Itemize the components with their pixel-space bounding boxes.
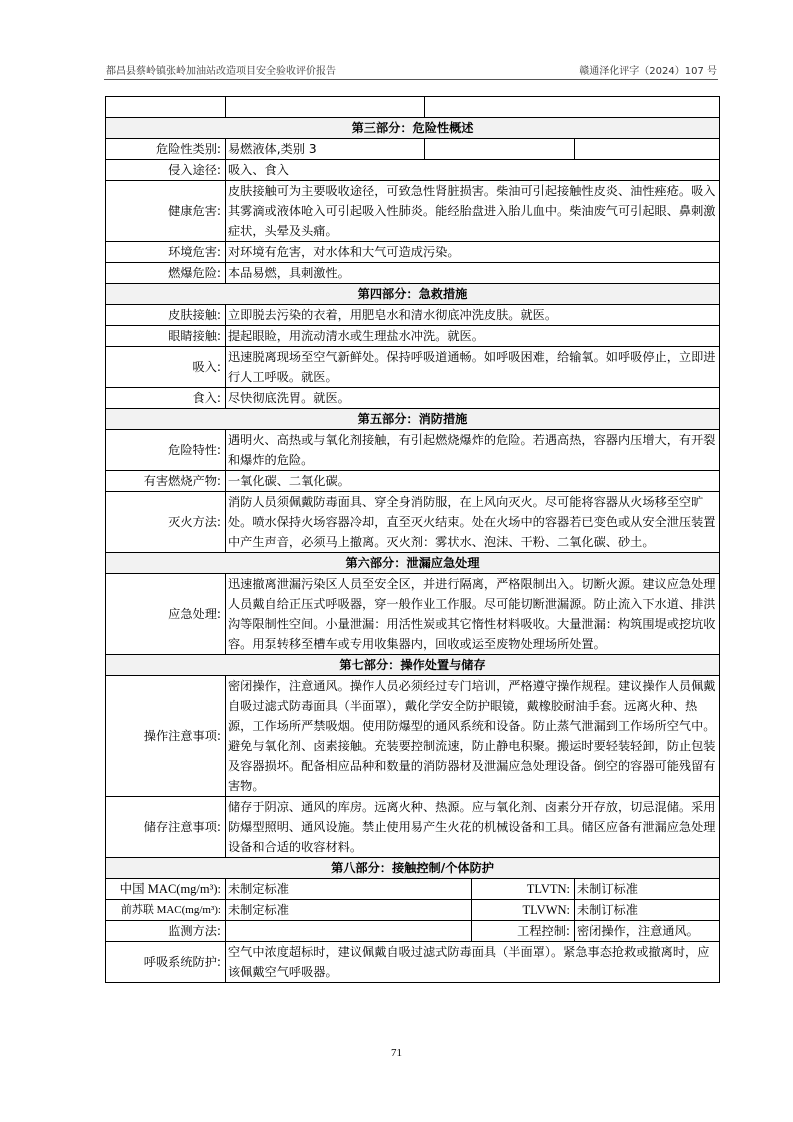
- tlvwn-label: TLVWN:: [472, 900, 575, 921]
- page-number: 71: [391, 1047, 402, 1059]
- table-row-mac-su: [106, 900, 720, 921]
- section-title: 第八部分：接触控制/个体防护: [106, 858, 720, 879]
- section-3-title-row: [106, 118, 720, 139]
- storage-label: 储存注意事项:: [106, 797, 226, 858]
- table-row-mac-cn: [106, 879, 720, 900]
- table-row-ingest: [106, 388, 720, 409]
- engineering-value: 密闭操作，注意通风。: [575, 921, 720, 942]
- tlvtn-label: TLVTN:: [472, 879, 575, 900]
- products-value: 一氧化碳、二氧化碳。: [226, 471, 720, 492]
- monitor-value: [226, 921, 472, 942]
- inhale-label: 吸入:: [106, 347, 226, 388]
- section-8-title-row: [106, 858, 720, 879]
- section-4-title-row: [106, 284, 720, 305]
- table-row-hazard-class: [106, 139, 720, 160]
- inhale-value: 迅速脱离现场至空气新鲜处。保持呼吸道通畅。如呼吸困难，给输氧。如呼吸停止，立即进行人工呼吸。就医。: [226, 347, 720, 388]
- table-row-products: [106, 471, 720, 492]
- table-row-operation: [106, 676, 720, 797]
- section-title: 第四部分：急救措施: [106, 284, 720, 305]
- table-row-storage: [106, 797, 720, 858]
- fire-label: 燃爆危险:: [106, 263, 226, 284]
- section-5-title-row: [106, 409, 720, 430]
- storage-value: 储存于阴凉、通风的库房。远离火种、热源。应与氧化剂、卤素分开存放，切忌混储。采用防爆型照明、通风设施。禁止使用易产生火花的机械设备和工具。储区应备有泄漏应急处理设备和合适的收容材料。: [226, 797, 720, 858]
- section-title: 第三部分：危险性概述: [106, 118, 720, 139]
- method-value: 消防人员须佩戴防毒面具、穿全身消防服，在上风向灭火。尽可能将容器从火场移至空旷处。喷水保持火场容器冷却，直至灭火结束。处在火场中的容器若已变色或从安全泄压装置中产生声音，必须马上撤离。灭火剂：雾状水、泡沫、干粉、二氧化碳、砂土。: [226, 492, 720, 553]
- section-6-title-row: [106, 553, 720, 574]
- table-row-health: [106, 181, 720, 242]
- eye-value: 提起眼睑，用流动清水或生理盐水冲洗。就医。: [226, 326, 720, 347]
- skin-label: 皮肤接触:: [106, 305, 226, 326]
- header-divider: [104, 79, 718, 80]
- eye-label: 眼睛接触:: [106, 326, 226, 347]
- section-title: 第六部分：泄漏应急处理: [106, 553, 720, 574]
- health-label: 健康危害:: [106, 181, 226, 242]
- fire-value: 本品易燃，具刺激性。: [226, 263, 720, 284]
- env-label: 环境危害:: [106, 242, 226, 263]
- route-label: 侵入途径:: [106, 160, 226, 181]
- table-row-danger: [106, 430, 720, 471]
- method-label: 灭火方法:: [106, 492, 226, 553]
- respiratory-value: 空气中浓度超标时，建议佩戴自吸过滤式防毒面具（半面罩）。紧急事态抢救或撤离时，应该佩戴空气呼吸器。: [226, 942, 720, 983]
- table-row-route: [106, 160, 720, 181]
- table-row-monitor: [106, 921, 720, 942]
- emergency-value: 迅速撤离泄漏污染区人员至安全区，并进行隔离，严格限制出入。切断火源。建议应急处理人员戴自给正压式呼吸器，穿一般作业工作服。尽可能切断泄漏源。防止流入下水道、排洪沟等限制性空间。小量泄漏：用活性炭或其它惰性材料吸收。大量泄漏：构筑围堤或挖坑收容。用泵转移至槽车或专用收集器内，回收或运至废物处理场所处置。: [226, 574, 720, 655]
- table-row-eye: [106, 326, 720, 347]
- tlvwn-value: 未制订标准: [575, 900, 720, 921]
- monitor-label: 监测方法:: [106, 921, 226, 942]
- table-row-inhale: [106, 347, 720, 388]
- table-row-skin: [106, 305, 720, 326]
- table-row-empty: [106, 97, 720, 118]
- mac-cn-value: 未制定标准: [226, 879, 472, 900]
- mac-su-label: 前苏联 MAC(mg/m³):: [106, 900, 226, 921]
- mac-su-value: 未制定标准: [226, 900, 472, 921]
- section-7-title-row: [106, 655, 720, 676]
- header-report-number: 赣通泽化评字（2024）107 号: [579, 66, 717, 77]
- tlvtn-value: 未制订标准: [575, 879, 720, 900]
- mac-cn-label: 中国 MAC(mg/m³):: [106, 879, 226, 900]
- section-title: 第七部分：操作处置与储存: [106, 655, 720, 676]
- table-row-emergency: [106, 574, 720, 655]
- section-title: 第五部分：消防措施: [106, 409, 720, 430]
- hazard-class-value: 易燃液体,类别 3: [226, 139, 425, 160]
- table-row-respiratory: [106, 942, 720, 983]
- env-value: 对环境有危害，对水体和大气可造成污染。: [226, 242, 720, 263]
- engineering-label: 工程控制:: [472, 921, 575, 942]
- operation-label: 操作注意事项:: [106, 676, 226, 797]
- table-row-fire: [106, 263, 720, 284]
- danger-label: 危险特性:: [106, 430, 226, 471]
- products-label: 有害燃烧产物:: [106, 471, 226, 492]
- table-row-env: [106, 242, 720, 263]
- emergency-label: 应急处理:: [106, 574, 226, 655]
- ingest-label: 食入:: [106, 388, 226, 409]
- health-value: 皮肤接触可为主要吸收途径，可致急性肾脏损害。柴油可引起接触性皮炎、油性痤疮。吸入其雾滴或液体呛入可引起吸入性肺炎。能经胎盘进入胎儿血中。柴油废气可引起眼、鼻刺激症状，头晕及头痛。: [226, 181, 720, 242]
- skin-value: 立即脱去污染的衣着，用肥皂水和清水彻底冲洗皮肤。就医。: [226, 305, 720, 326]
- header-report-title: 都昌县蔡岭镇张岭加油站改造项目安全验收评价报告: [106, 66, 336, 77]
- route-value: 吸入、食入: [226, 160, 720, 181]
- table-row-method: [106, 492, 720, 553]
- respiratory-label: 呼吸系统防护:: [106, 942, 226, 983]
- danger-value: 遇明火、高热或与氧化剂接触，有引起燃烧爆炸的危险。若遇高热，容器内压增大，有开裂和爆炸的危险。: [226, 430, 720, 471]
- ingest-value: 尽快彻底洗胃。就医。: [226, 388, 720, 409]
- hazard-class-label: 危险性类别:: [106, 139, 226, 160]
- msds-table: [105, 96, 720, 983]
- operation-value: 密闭操作，注意通风。操作人员必须经过专门培训，严格遵守操作规程。建议操作人员佩戴自吸过滤式防毒面具（半面罩），戴化学安全防护眼镜，戴橡胶耐油手套。远离火种、热源，工作场所严禁吸烟。使用防爆型的通风系统和设备。防止蒸气泄漏到工作场所空气中。避免与氧化剂、卤素接触。充装要控制流速，防止静电积聚。搬运时要轻装轻卸，防止包装及容器损坏。配备相应品种和数量的消防器材及泄漏应急处理设备。倒空的容器可能残留有害物。: [226, 676, 720, 797]
